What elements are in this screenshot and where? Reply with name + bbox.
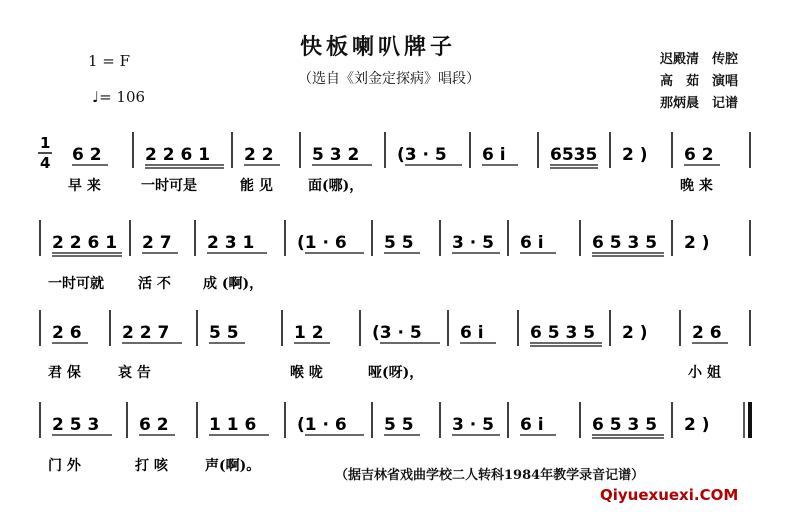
measure-notes: 3 · 5 [452,233,494,253]
lyric-text: 一时可就 [48,276,104,292]
tempo-marking: ♩= 106 [92,88,146,106]
measure-notes: 6 i [482,145,506,165]
measure-notes: 2 ) [684,415,710,435]
measure-notes: 2 7 [142,233,172,253]
lyric-text: 晚 来 [680,178,713,194]
source-note: （据吉林省戏曲学校二人转科1984年教学录音记谱） [335,468,645,483]
measure-notes: 2 2 7 [122,323,170,343]
measure-notes: 2 3 1 [207,233,255,253]
lyric-text: 小 姐 [688,365,721,381]
credit-line: 那炳晨 记谱 [660,96,739,111]
time-signature-top: 1 [40,134,51,152]
measure-notes: 2 2 6 1 [52,233,118,253]
measure-notes: (1 · 6 [297,233,347,253]
measure-notes: 6 5 3 5 [592,415,658,435]
measure-notes: 2 ) [684,233,710,253]
time-signature-bottom: 4 [40,154,51,172]
key-signature: 1 = F [88,52,131,70]
measure-notes: 2 2 6 1 [145,145,211,165]
measure-notes: 6 i [520,233,544,253]
measure-notes: (3 · 5 [372,323,422,343]
song-subtitle: （选自《刘金定探病》唱段） [298,71,480,87]
lyric-text: 成 (啊)， [203,276,264,292]
lyric-text: 哀 告 [118,365,151,381]
measure-notes: 6 2 [684,145,714,165]
measure-notes: 6 i [520,415,544,435]
measure-notes: 2 ) [622,323,648,343]
lyric-text: 活 不 [138,276,171,292]
credit-line: 迟殿清 传腔 [660,52,739,67]
lyric-text: 一时可是 [141,178,197,194]
watermark: Qiyuexuexi.COM [600,486,739,504]
measure-notes: 6 5 3 5 [530,323,596,343]
measure-notes: 6 2 [139,415,169,435]
measure-notes: 6 i [460,323,484,343]
lyric-text: 面(哪)， [308,178,364,194]
measure-notes: 5 5 [209,323,239,343]
measure-notes: 2 2 [244,145,274,165]
measure-notes: 1 1 6 [209,415,257,435]
credit-line: 高 茹 演唱 [660,74,739,89]
measure-notes: 3 · 5 [452,415,494,435]
measure-notes: 6 2 [72,145,102,165]
measure-notes: 1 2 [294,323,324,343]
song-title: 快板喇叭牌子 [300,34,457,60]
measure-notes: 2 6 [692,323,722,343]
lyric-text: 打 咳 [135,458,168,474]
measure-notes: 6535 [550,145,598,165]
lyric-text: 君 保 [48,365,81,381]
lyric-text: 哑(呀)， [368,365,424,381]
lyric-text: 早 来 [68,178,101,194]
lyric-text: 门 外 [48,458,81,474]
measure-notes: 2 ) [622,145,648,165]
lyric-text: 喉 咙 [290,365,323,381]
measure-notes: 5 3 2 [312,145,360,165]
measure-notes: 2 6 [52,323,82,343]
measure-notes: 6 5 3 5 [592,233,658,253]
lyric-text: 能 见 [240,178,273,194]
lyric-text: 声(啊)。 [205,458,261,474]
measure-notes: 2 5 3 [52,415,100,435]
measure-notes: 5 5 [384,415,414,435]
measure-notes: 5 5 [384,233,414,253]
measure-notes: (1 · 6 [297,415,347,435]
measure-notes: (3 · 5 [397,145,447,165]
